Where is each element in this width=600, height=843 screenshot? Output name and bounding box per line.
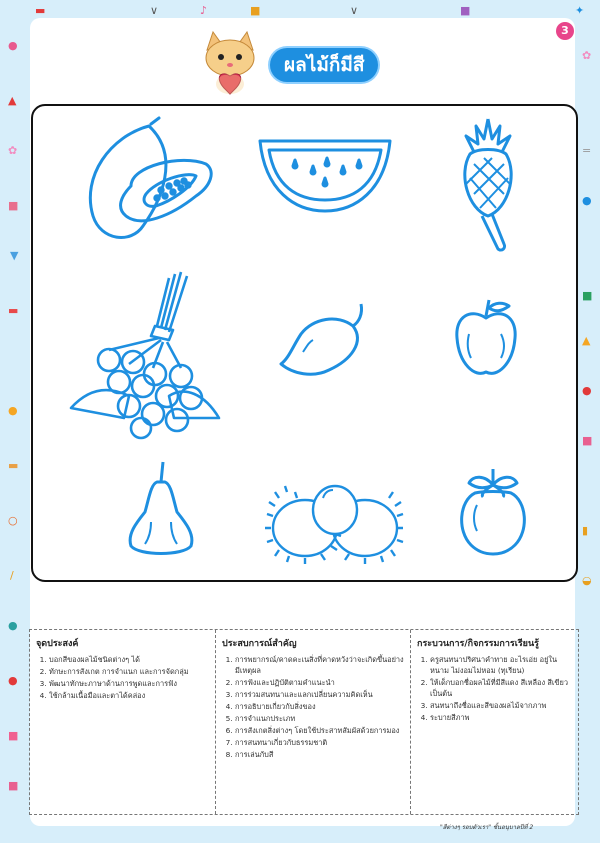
list-item: 1. การพยากรณ์/คาดคะเนสิ่งที่คาดหวังว่าจะเกิดขึ้นอย่างมีเหตุผล — [235, 654, 404, 676]
page-number-badge: 3 — [556, 22, 574, 40]
balloon-icon: ● — [8, 619, 18, 632]
list-item: 2. ทักษะการสังเกต การจำแนก และการจัดกลุ่ม — [49, 666, 209, 677]
lesson-info-table — [29, 629, 579, 815]
pineapple-deco-icon: ▲ — [582, 334, 591, 347]
tomato-icon: ● — [8, 674, 18, 687]
butterfly-icon: ✦ — [575, 4, 585, 17]
experiences-heading: ประสบการณ์สำคัญ — [222, 639, 297, 649]
bread-icon: ▬ — [8, 459, 19, 472]
activities-heading: กระบวนการ/กิจกรรมการเรียนรู้ — [417, 639, 539, 649]
eraser-icon: ■ — [8, 729, 19, 742]
apple-deco-icon: ● — [582, 384, 592, 397]
objectives-list — [36, 654, 209, 701]
car-icon: ▬ — [35, 4, 46, 17]
jar-icon: ■ — [8, 779, 19, 792]
activities-column — [410, 630, 578, 814]
mango-icon — [273, 296, 383, 396]
apple-icon — [451, 294, 521, 384]
longan-icon — [69, 268, 224, 443]
bird-icon: ∨ — [350, 4, 359, 17]
bone-icon: = — [582, 144, 592, 157]
bird-icon: ∨ — [150, 4, 159, 17]
list-item: 2. ให้เด็กบอกชื่อผลไม้ที่มีสีแดง สีเหลือง สีเขียว เป็นต้น — [430, 677, 572, 699]
rose-apple-icon — [121, 458, 201, 563]
coloring-area — [31, 104, 578, 582]
book-icon: ■ — [460, 4, 471, 17]
list-item: 4. ใช้กล้ามเนื้อมือและตาได้คล่อง — [49, 690, 209, 701]
page-title: ผลไม้ก็มีสี — [270, 48, 378, 82]
cake-icon: ■ — [8, 199, 19, 212]
pencil-icon: / — [10, 569, 14, 582]
title-header — [195, 28, 375, 98]
flower-icon: ✿ — [8, 144, 18, 157]
fish-icon: ● — [8, 39, 18, 52]
page-footer: "สีต่างๆ รอบตัวเรา" ชั้นอนุบาลปีที่ 2 — [440, 824, 534, 831]
list-item: 4. ระบายสีภาพ — [430, 712, 572, 723]
objectives-heading: จุดประสงค์ — [36, 639, 79, 649]
flower-icon: ✿ — [582, 49, 592, 62]
watermelon-icon — [255, 136, 395, 216]
objectives-column — [30, 630, 215, 814]
drink-icon: ▼ — [10, 249, 19, 262]
experiences-column — [215, 630, 410, 814]
list-item: 7. การสนทนาเกี่ยวกับธรรมชาติ — [235, 737, 404, 748]
list-item: 3. การร่วมสนทนาและแลกเปลี่ยนความคิดเห็น — [235, 689, 404, 700]
bowl-icon: ◒ — [582, 574, 592, 587]
list-item: 3. พัฒนาทักษะภาษาด้านการพูดและการฟัง — [49, 678, 209, 689]
list-item: 1. ครูสนทนาปริศนาคำทาย อะไรเอ่ย อยู่ในหนาม ไม่งอมไม่หอม (ทุเรียน) — [430, 654, 572, 676]
cat-mascot-icon — [195, 28, 265, 98]
rambutan-icon — [265, 476, 405, 566]
list-item: 2. การฟังและปฏิบัติตามคำแนะนำ — [235, 677, 404, 688]
bus-icon: ■ — [582, 434, 593, 447]
list-item: 1. บอกสีของผลไม้ชนิดต่างๆ ได้ — [49, 654, 209, 665]
cupcake-icon: ▲ — [8, 94, 17, 107]
list-item: 8. การเล่นกับสี — [235, 749, 404, 760]
ring-icon: ○ — [8, 514, 18, 527]
list-item: 3. สนทนาถึงชื่อและสีของผลไม้จากภาพ — [430, 700, 572, 711]
experiences-list — [222, 654, 404, 760]
pineapple-icon — [448, 114, 528, 254]
list-item: 5. การจำแนกประเภท — [235, 713, 404, 724]
mangosteen-icon — [453, 461, 533, 561]
orange-icon: ● — [8, 404, 18, 417]
list-item: 6. การสังเกตสิ่งต่างๆ โดยใช้ประสาทสัมผัสด้วยการมอง — [235, 725, 404, 736]
bottle-icon: ▮ — [582, 524, 589, 537]
music-icon: ♪ — [200, 4, 208, 17]
balloon-icon: ● — [582, 194, 592, 207]
box-icon: ■ — [582, 289, 593, 302]
helicopter-icon: ■ — [250, 4, 261, 17]
list-item: 4. การอธิบายเกี่ยวกับสิ่งของ — [235, 701, 404, 712]
car-icon: ▬ — [8, 304, 19, 317]
papaya-icon — [71, 116, 221, 246]
activities-list — [417, 654, 572, 723]
